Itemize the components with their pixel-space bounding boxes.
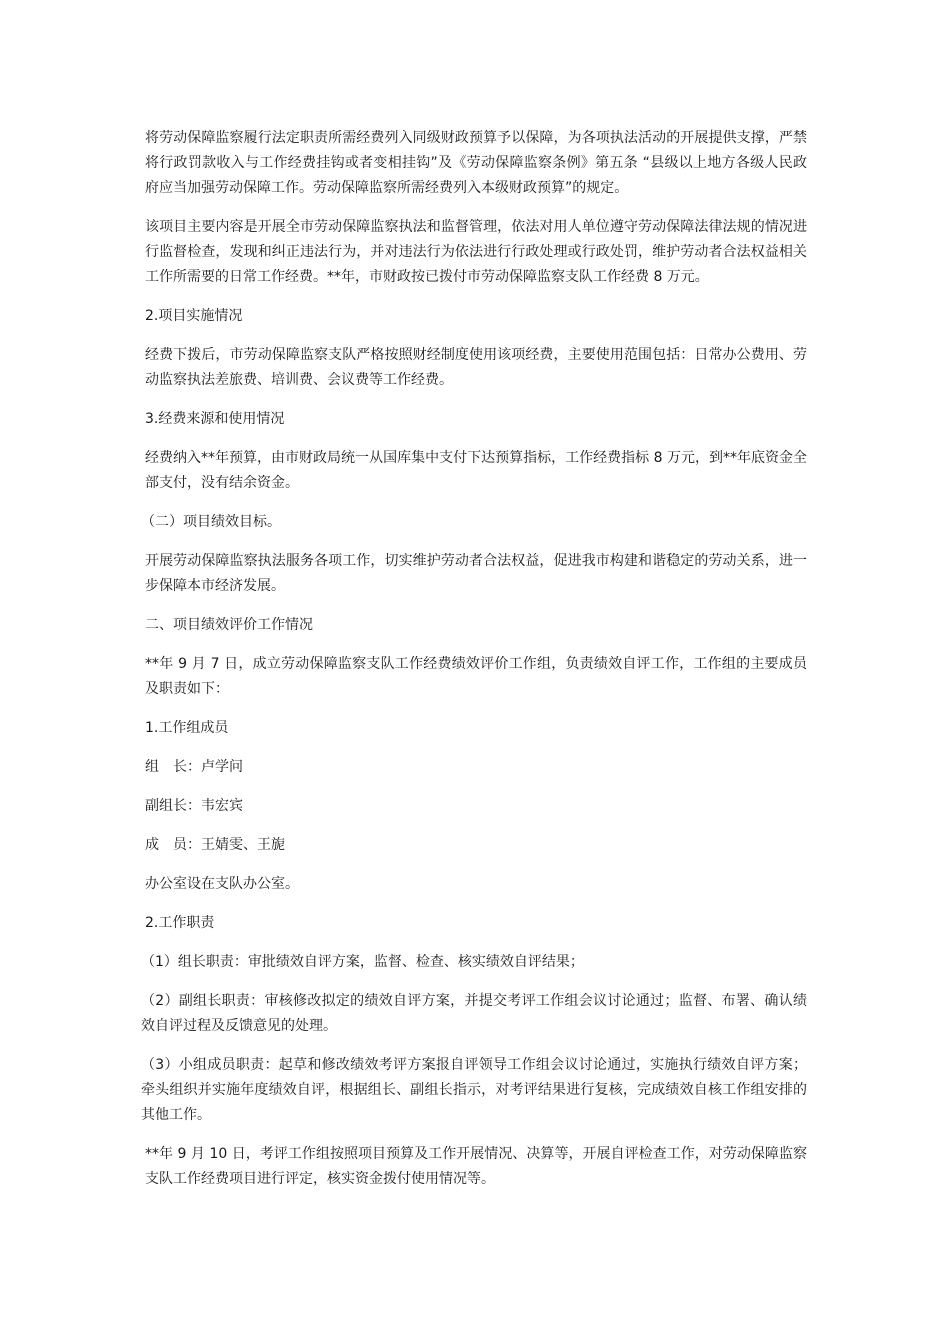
heading-funding-source: 3.经费来源和使用情况 — [145, 411, 285, 427]
paragraph-performance-goal: 开展劳动保障监察执法服务各项工作，切实维护劳动者合法权益，促进我市构建和谐稳定的劳动关系，进一步保障本市经济发展。 — [145, 553, 807, 594]
duty-deputy-leader: （2）副组长职责：审核修改拟定的绩效自评方案，并提交考评工作组会议讨论通过；监督、布署、确认绩效自评过程及反馈意见的处理。 — [141, 993, 807, 1034]
paragraph-project-content: 该项目主要内容是开展全市劳动保障监察执法和监督管理，依法对用人单位遵守劳动保障法律法规的情况进行监督检查，发现和纠正违法行为，并对违法行为依法进行行政处理或行政处罚，维护劳动者合法权益相关工作所需要的日常工作经费。**年，市财政按已拨付市劳动保障监察支队工作经费 8 万元。 — [145, 219, 807, 285]
paragraph-funding-basis: 将劳动保障监察履行法定职责所需经费列入同级财政预算予以保障，为各项执法活动的开展提供支撑，严禁将行政罚款收入与工作经费挂钩或者变相挂钩”及《劳动保障监察条例》第五条 “县级以上地方各级人民政府应当加强劳动保障工作。劳动保障监察所需经费列入本级财政预算”的规定。 — [145, 130, 807, 196]
heading-performance-goal: （二）项目绩效目标。 — [141, 514, 281, 530]
duty-leader: （1）组长职责：审批绩效自评方案，监督、检查、核实绩效自评结果； — [141, 954, 584, 970]
paragraph-implementation: 经费下拨后，市劳动保障监察支队严格按照财经制度使用该项经费，主要使用范围包括：日常办公费用、劳动监察执法差旅费、培训费、会议费等工作经费。 — [145, 347, 807, 388]
document-body — [141, 126, 807, 1206]
member-members: 成 员：王婧雯、王旎 — [145, 837, 285, 853]
paragraph-evaluation-check: **年 9 月 10 日，考评工作组按照项目预算及工作开展情况、决算等，开展自评检查工作，对劳动保障监察支队工作经费项目进行评定，核实资金拨付使用情况等。 — [145, 1146, 807, 1187]
heading-group-members: 1.工作组成员 — [145, 720, 229, 736]
member-leader: 组 长：卢学问 — [145, 759, 243, 775]
heading-duties: 2.工作职责 — [145, 915, 215, 931]
duty-members: （3）小组成员职责：起草和修改绩效考评方案报自评领导工作组会议讨论通过，实施执行绩效自评方案；牵头组织并实施年度绩效自评，根据组长、副组长指示，对考评结果进行复核，完成绩效自核工作组安排的其他工作。 — [141, 1057, 807, 1123]
paragraph-funding-source: 经费纳入**年预算，由市财政局统一从国库集中支付下达预算指标，工作经费指标 8 万元，到**年底资金全部支付，没有结余资金。 — [145, 450, 807, 491]
paragraph-evaluation-group: **年 9 月 7 日，成立劳动保障监察支队工作经费绩效评价工作组，负责绩效自评工作，工作组的主要成员及职责如下： — [145, 656, 807, 697]
heading-evaluation-work: 二、项目绩效评价工作情况 — [145, 617, 313, 633]
heading-implementation: 2.项目实施情况 — [145, 308, 243, 324]
member-deputy-leader: 副组长：韦宏宾 — [145, 798, 243, 814]
paragraph-office: 办公室设在支队办公室。 — [145, 876, 299, 892]
